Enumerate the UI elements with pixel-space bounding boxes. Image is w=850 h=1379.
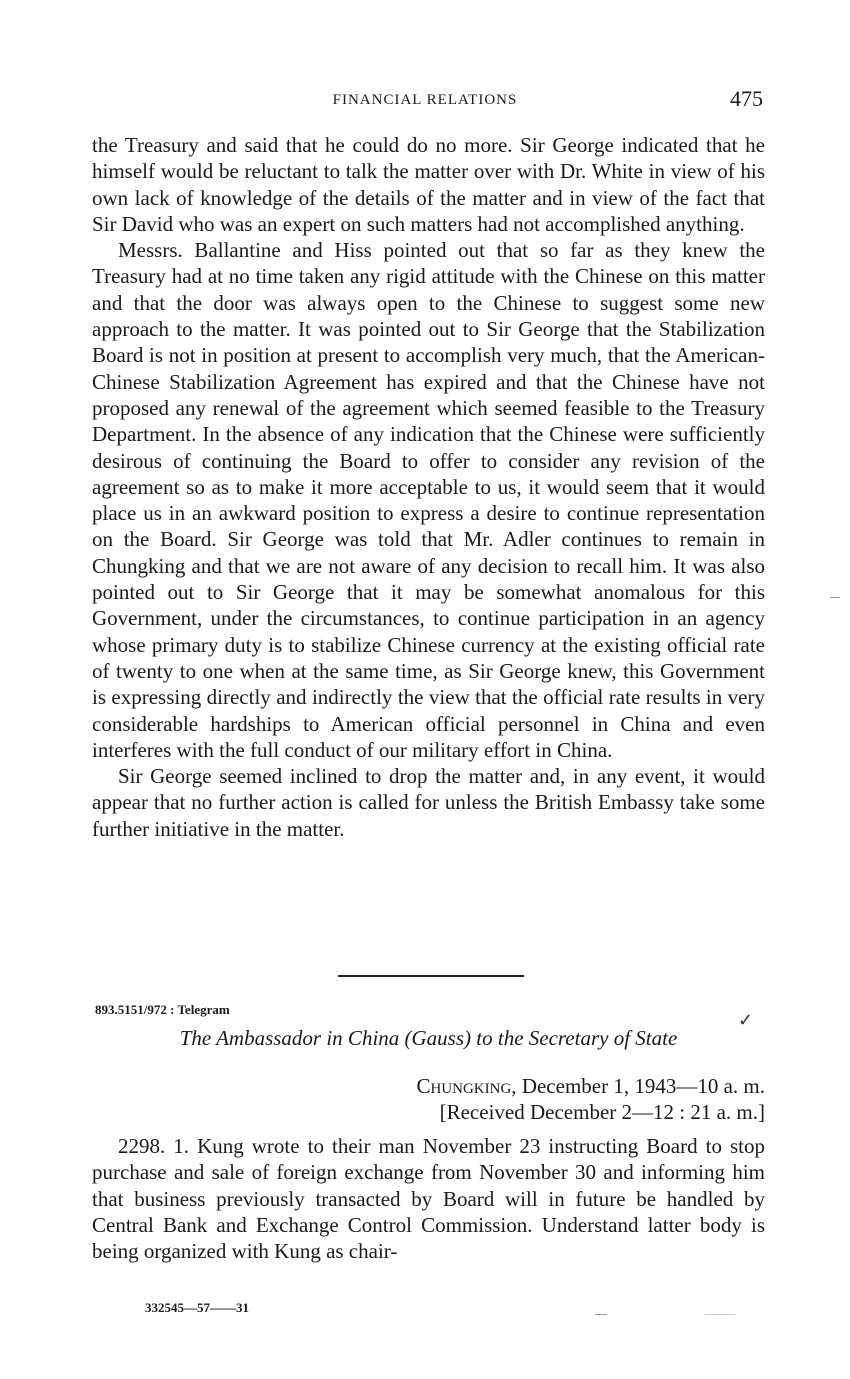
page-number: 475 xyxy=(730,86,763,111)
section-divider xyxy=(338,975,524,977)
dateline-date: December 1, 1943—10 a. m. xyxy=(516,1074,765,1098)
paragraph-continuation: the Treasury and said that he could do no more. Sir George indicated that he himself would be reluctant to talk the matter over with Dr. White in view of his own lack of knowledge of the details of the matter and in view of the fact that Sir David who was an expert on such matters had not accomplished anything. xyxy=(92,133,765,236)
file-reference: 893.5151/972 : Telegram xyxy=(95,1002,230,1017)
scan-speck xyxy=(595,1314,607,1315)
paragraph-ballantine-hiss: Messrs. Ballantine and Hiss pointed out that so far as they knew the Treasury had at no time taken any rigid attitude with the Chinese on this matter and that the door was always open to the Chinese to suggest some new approach to the matter. It was pointed out to Sir George that the Stabilization Board is not in position at present to accomplish very much, that the American-Chinese Stabilization Agreement has expired and that the Chinese have not proposed any renewal of the agreement which seemed feasible to the Treasury Department. In the absence of any indication that the Chinese were sufficiently desirous of continuing the Board to offer to consider any revision of the agreement so as to make it more acceptable to us, it would seem that it would place us in an awkward position to express a desire to continue representation on the Board. Sir George was told that Mr. Adler continues to remain in Chungking and that we are not aware of any decision to recall him. It was also pointed out to Sir George that it may be somewhat anomalous for this Government, under the circumstances, to continue participation in an agency whose primary duty is to stabilize Chinese currency at the existing official rate of twenty to one when at the same time, as Sir George knew, this Government is expressing directly and indirectly the view that the official rate results in very considerable hardships to American official personnel in China and even interferes with the full conduct of our military effort in China. xyxy=(92,238,765,762)
checkmark-icon: ✓ xyxy=(738,1010,754,1030)
dateline-sent xyxy=(265,1073,765,1099)
running-header-title: FINANCIAL RELATIONS xyxy=(332,92,518,108)
dateline xyxy=(265,1073,765,1125)
print-signature-code: 332545—57——31 xyxy=(145,1300,249,1315)
paragraph-conclusion: Sir George seemed inclined to drop the matter and, in any event, it would appear that no further action is called for unless the British Embassy take some further initiative in the matter. xyxy=(92,764,765,841)
document-heading: The Ambassador in China (Gauss) to the Secretary of State xyxy=(179,1026,678,1050)
scan-speck xyxy=(705,1314,735,1315)
body-text xyxy=(92,132,765,842)
dateline-place: Chungking, xyxy=(416,1074,517,1098)
dateline-received: [Received December 2—12 : 21 a. m.] xyxy=(439,1100,765,1124)
telegram-paragraph: 2298. 1. Kung wrote to their man November 23 instructing Board to stop purchase and sale of foreign exchange from November 30 and informing him that business previously transacted by Board will in future be handled by Central Bank and Exchange Control Commission. Understand latter body is being organized with Kung as chair- xyxy=(92,1134,765,1264)
scan-speck xyxy=(830,597,840,598)
telegram-body xyxy=(92,1133,765,1264)
